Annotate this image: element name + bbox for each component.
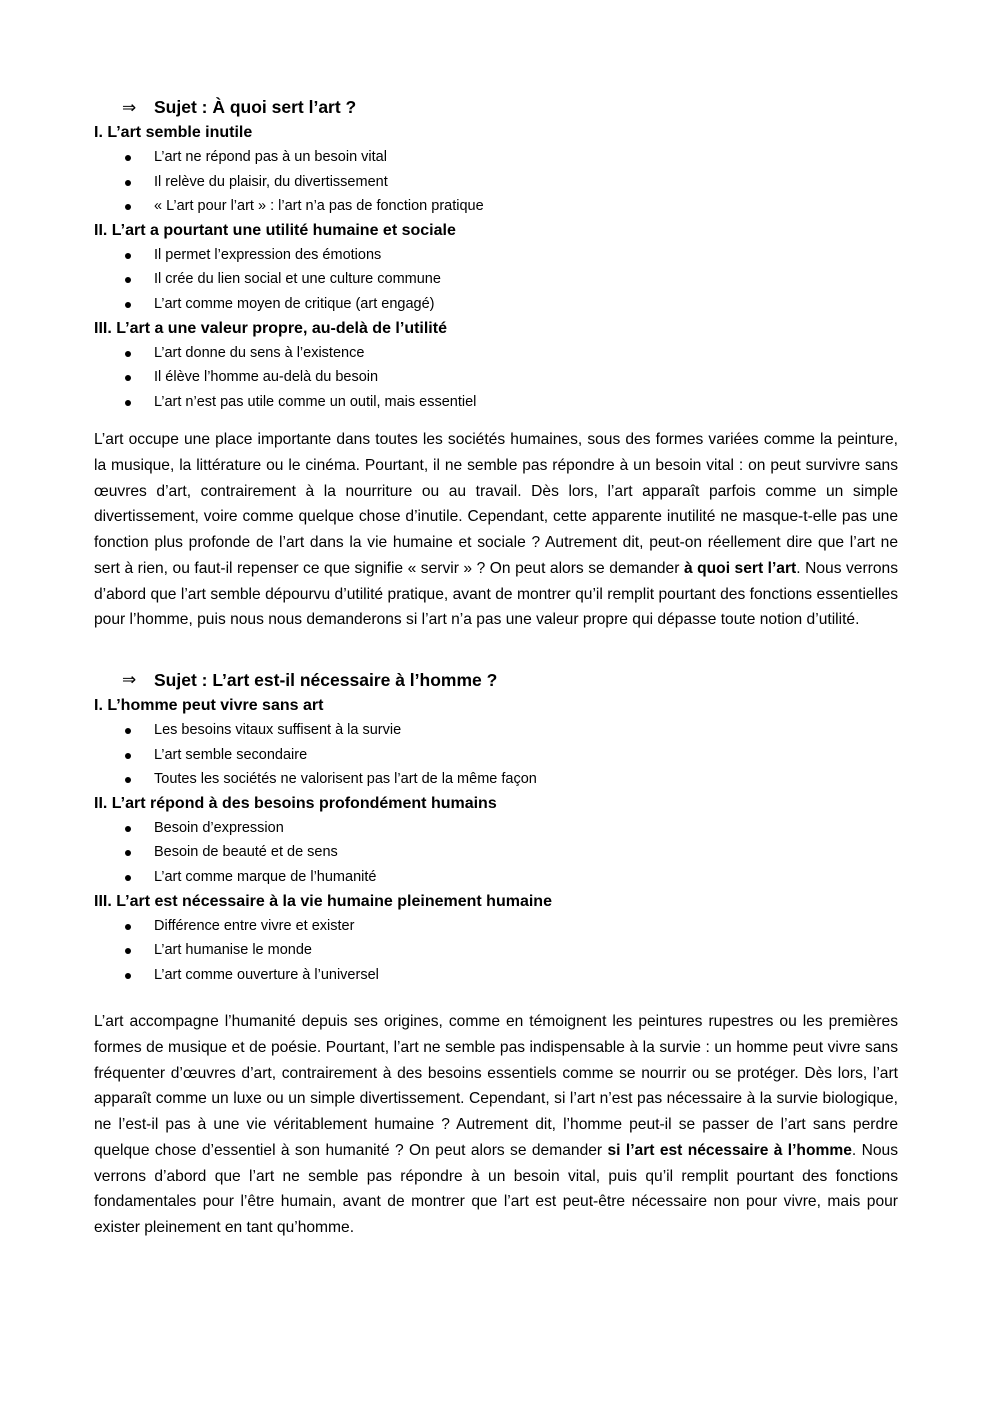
list-item: Il relève du plaisir, du divertissement [94, 170, 898, 195]
list-item: Il permet l’expression des émotions [94, 243, 898, 268]
introduction-paragraph [94, 1009, 898, 1240]
list-item: Il élève l’homme au-delà du besoin [94, 365, 898, 390]
bullet-list [94, 816, 898, 890]
bullet-list [94, 718, 898, 792]
section-1 [94, 94, 898, 633]
document-page [94, 94, 898, 1241]
intro-text: L’art occupe une place importante dans toutes les sociétés humaines, sous des formes variées comme la peinture, la musique, la littérature ou le cinéma. Pourtant, il ne semble pas répondre à un besoin vital : on peut survivre sans œuvres d’art, contrairement à la nourriture ou au travail. Dès lors, l’art apparaît parfois comme un simple divertissement, voire comme quelque chose d’inutile. Cependant, cette apparente inutilité ne masque-t-elle pas une fonction plus profonde de l’art dans la vie humaine et sociale ? Autrement dit, peut-on réellement dire que l’art ne sert à rien, ou faut-il repenser ce que signifie « servir » ? On peut alors se demander [94, 431, 898, 577]
part-heading: II. L’art a pourtant une utilité humaine et sociale [94, 221, 456, 239]
introduction-paragraph [94, 427, 898, 633]
list-item: Besoin de beauté et de sens [94, 840, 898, 865]
section-2 [94, 667, 898, 1241]
list-item: L’art n’est pas utile comme un outil, mais essentiel [94, 390, 898, 415]
list-item: Toutes les sociétés ne valorisent pas l’art de la même façon [94, 767, 898, 792]
bullet-list [94, 341, 898, 415]
list-item: « L’art pour l’art » : l’art n’a pas de fonction pratique [94, 194, 898, 219]
implies-arrow-icon: ⇒ [122, 670, 137, 691]
list-item: L’art comme marque de l’humanité [94, 865, 898, 890]
implies-arrow-icon: ⇒ [122, 97, 137, 118]
bullet-list [94, 914, 898, 988]
intro-text: . Nous verrons d’abord que l’art semble dépourvu d’utilité pratique, avant de montrer qu’il remplit pourtant des fonctions essentielles pour l’homme, puis nous nous demanderons si l’art n’a pas une valeur propre qui dépasse toute notion d’utilité. [94, 559, 898, 629]
list-item: L’art humanise le monde [94, 938, 898, 963]
list-item: Il crée du lien social et une culture commune [94, 267, 898, 292]
bullet-list [94, 145, 898, 219]
part-heading: III. L’art a une valeur propre, au-delà de l’utilité [94, 319, 447, 337]
list-item: L’art ne répond pas à un besoin vital [94, 145, 898, 170]
list-item: L’art comme moyen de critique (art engagé) [94, 292, 898, 317]
part-heading: II. L’art répond à des besoins profondément humains [94, 794, 497, 812]
sujet-title: Sujet : L’art est-il nécessaire à l’homme ? [154, 669, 498, 690]
list-item: Différence entre vivre et exister [94, 914, 898, 939]
list-item: Les besoins vitaux suffisent à la survie [94, 718, 898, 743]
intro-text: . Nous verrons d’abord que l’art ne semble pas répondre à un besoin vital, puis qu’il remplit pourtant des fonctions fondamentales pour l’être humain, avant de montrer que l’art est peut-être nécessaire non pour vivre, mais pour exister pleinement en tant qu’homme. [94, 1141, 898, 1236]
bullet-list [94, 243, 898, 317]
list-item: L’art semble secondaire [94, 743, 898, 768]
intro-text: L’art accompagne l’humanité depuis ses origines, comme en témoignent les peintures rupestres ou les premières formes de musique et de poésie. Pourtant, l’art ne semble pas indispensable à la survie : un homme peut vivre sans fréquenter d’œuvres d’art, contrairement à des besoins essentiels comme se nourrir ou se protéger. Dès lors, l’art apparaît comme un luxe ou un simple divertissement. Cependant, si l’art n’est pas nécessaire à la survie biologique, ne l’est-il pas à une vie véritablement humaine ? Autrement dit, l’homme peut-il se passer de l’art sans perdre quelque chose d’essentiel à son humanité ? On peut alors se demander [94, 1013, 898, 1159]
list-item: L’art donne du sens à l’existence [94, 341, 898, 366]
list-item: Besoin d’expression [94, 816, 898, 841]
part-heading: I. L’homme peut vivre sans art [94, 696, 324, 714]
part-heading: I. L’art semble inutile [94, 124, 253, 141]
part-heading: III. L’art est nécessaire à la vie humaine pleinement humaine [94, 892, 552, 910]
problematic-text: si l’art est nécessaire à l’homme [607, 1141, 852, 1159]
sujet-title: Sujet : À quoi sert l’art ? [154, 97, 357, 117]
sujet-heading [122, 94, 898, 121]
list-item: L’art comme ouverture à l’universel [94, 963, 898, 988]
sujet-heading [122, 667, 898, 694]
problematic-text: à quoi sert l’art [683, 559, 797, 577]
